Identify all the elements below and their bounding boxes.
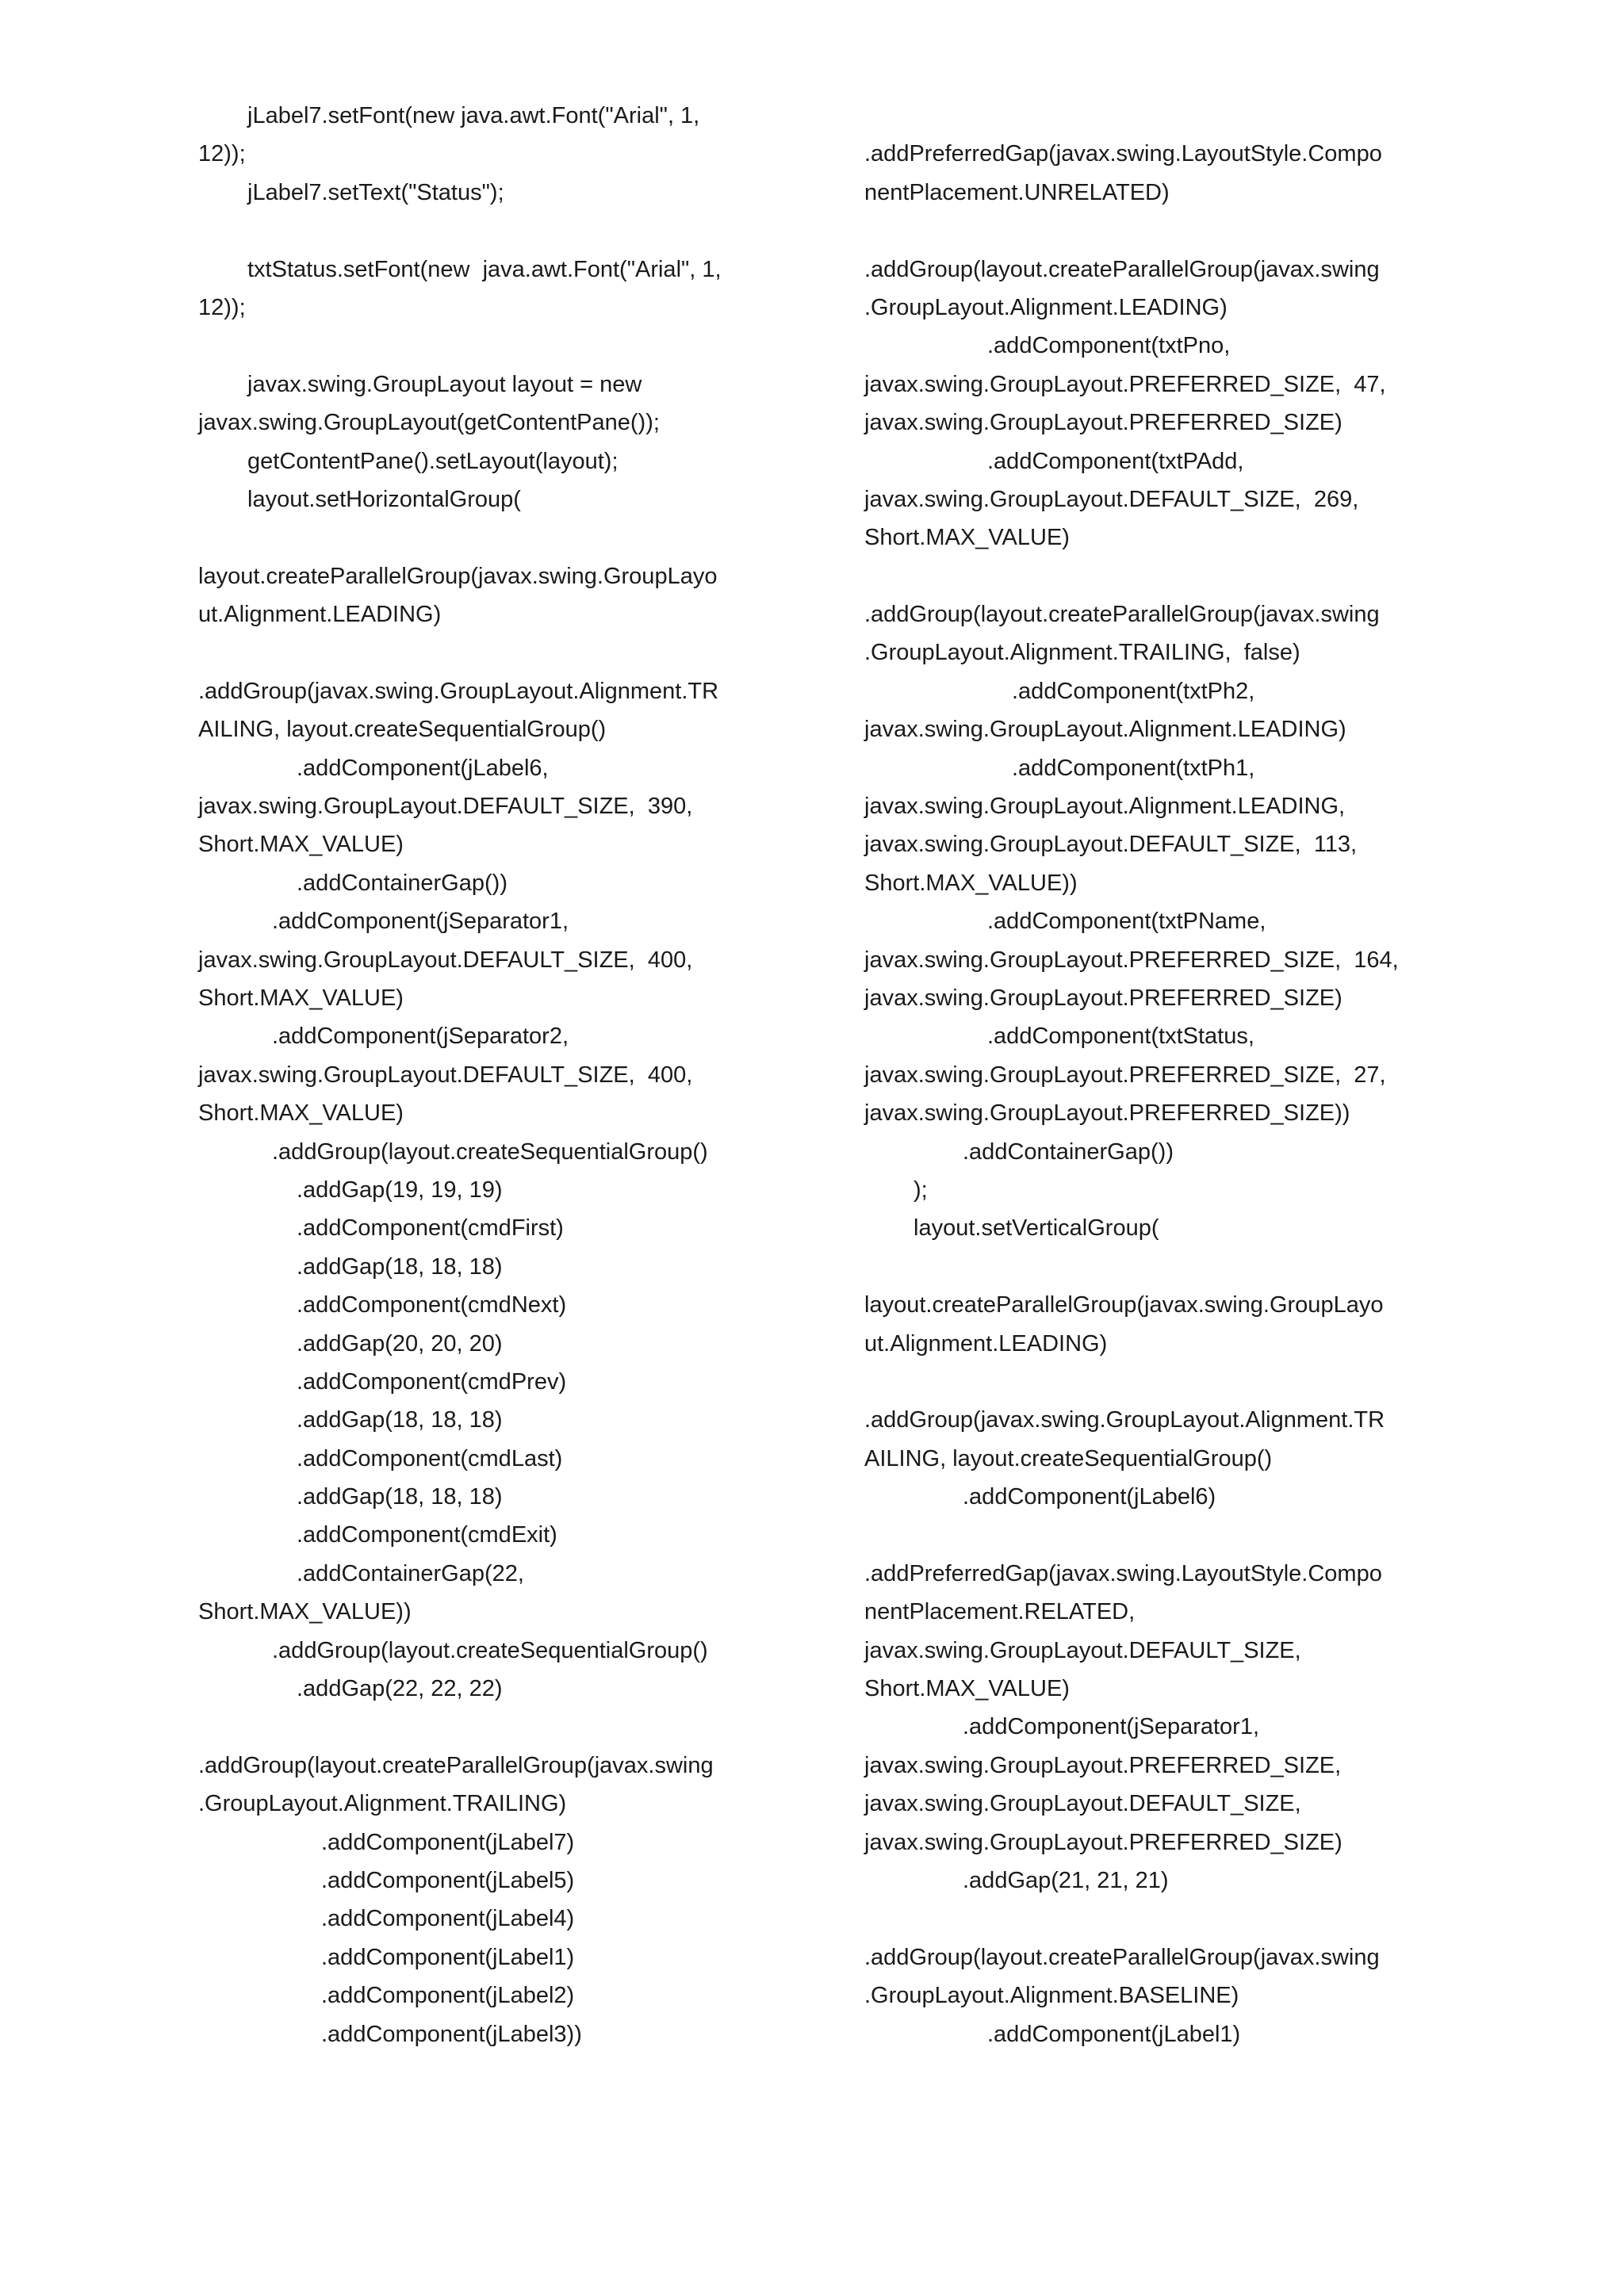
code-line: .addGroup(layout.createSequentialGroup()	[272, 1637, 708, 1663]
code-line	[198, 633, 789, 672]
code-line: .addComponent(jSeparator2,	[272, 1024, 569, 1050]
code-line	[864, 212, 1455, 250]
code-line: AILING, layout.createSequentialGroup()	[198, 717, 607, 743]
code-line: javax.swing.GroupLayout.PREFERRED_SIZE)	[864, 985, 1342, 1011]
code-line: .GroupLayout.Alignment.BASELINE)	[864, 1983, 1239, 2009]
code-line: javax.swing.GroupLayout.PREFERRED_SIZE, 47,	[864, 371, 1386, 397]
code-line: .addContainerGap())	[297, 870, 508, 896]
code-line: .addComponent(jSeparator1,	[963, 1714, 1260, 1740]
code-line: nentPlacement.UNRELATED)	[864, 179, 1170, 205]
code-line	[198, 1708, 789, 1746]
code-line: nentPlacement.RELATED,	[864, 1599, 1136, 1625]
code-line: .addComponent(txtPno,	[987, 333, 1231, 359]
code-line: layout.createParallelGroup(javax.swing.GroupLayo	[864, 1292, 1384, 1318]
code-line: javax.swing.GroupLayout.DEFAULT_SIZE, 269,	[864, 486, 1359, 512]
code-line: javax.swing.GroupLayout.Alignment.LEADING)	[864, 717, 1346, 743]
code-line: .addComponent(jLabel2)	[321, 1983, 575, 2009]
code-line: ut.Alignment.LEADING)	[198, 602, 442, 628]
code-line: .addGroup(layout.createParallelGroup(javax.swing	[864, 602, 1380, 628]
code-line	[864, 557, 1455, 595]
code-line: .addGap(18, 18, 18)	[297, 1253, 503, 1280]
code-line: 12));	[198, 294, 246, 320]
code-line: jLabel7.setText("Status");	[247, 179, 504, 205]
code-line: .addGap(21, 21, 21)	[963, 1867, 1169, 1893]
code-line: .addGroup(javax.swing.GroupLayout.Alignment.TR	[198, 678, 719, 704]
code-line: Short.MAX_VALUE))	[198, 1599, 412, 1625]
code-line: Short.MAX_VALUE)	[198, 985, 404, 1011]
code-line: Short.MAX_VALUE)	[864, 525, 1070, 551]
code-line	[864, 1900, 1455, 1938]
code-line: javax.swing.GroupLayout(getContentPane());	[198, 410, 660, 436]
code-line: javax.swing.GroupLayout.PREFERRED_SIZE))	[864, 1100, 1350, 1127]
code-line: Short.MAX_VALUE)	[198, 832, 404, 858]
code-line: .addComponent(jLabel3))	[321, 2021, 582, 2047]
code-line: .addComponent(jSeparator1,	[272, 909, 569, 935]
code-line: .addGroup(layout.createParallelGroup(javax.swing	[198, 1752, 714, 1778]
code-line: .addComponent(txtPName,	[987, 909, 1266, 935]
code-line: .addComponent(jLabel6,	[297, 755, 549, 781]
code-line: jLabel7.setFont(new java.awt.Font("Arial", 1,	[247, 103, 700, 128]
code-line: );	[914, 1177, 928, 1203]
code-line: .addGroup(layout.createParallelGroup(javax.swing	[864, 256, 1380, 282]
code-line: .addGroup(layout.createParallelGroup(javax.swing	[864, 1944, 1380, 1970]
code-line: .addComponent(jLabel4)	[321, 1906, 575, 1932]
code-line: layout.createParallelGroup(javax.swing.GroupLayo	[198, 563, 718, 589]
code-line: javax.swing.GroupLayout.PREFERRED_SIZE)	[864, 1829, 1342, 1855]
code-line: .addComponent(jLabel5)	[321, 1867, 575, 1893]
code-line	[198, 212, 789, 250]
code-line: layout.setHorizontalGroup(	[247, 486, 521, 512]
code-line: .addPreferredGap(javax.swing.LayoutStyle.Compo	[864, 1560, 1382, 1586]
code-line: .addComponent(cmdPrev)	[297, 1368, 567, 1395]
code-line: .addComponent(jLabel6)	[963, 1484, 1216, 1510]
code-line: javax.swing.GroupLayout.Alignment.LEADING,	[864, 794, 1346, 820]
code-line: txtStatus.setFont(new java.awt.Font("Arial", 1,	[247, 256, 722, 282]
code-line: Short.MAX_VALUE)	[198, 1100, 404, 1127]
code-line	[864, 97, 1455, 135]
code-line: .addGroup(layout.createSequentialGroup()	[272, 1138, 708, 1165]
code-line: javax.swing.GroupLayout.PREFERRED_SIZE,	[864, 1752, 1342, 1778]
code-line: .addComponent(cmdExit)	[297, 1522, 557, 1548]
code-line: javax.swing.GroupLayout.PREFERRED_SIZE)	[864, 410, 1342, 436]
code-line: .addContainerGap())	[963, 1138, 1174, 1165]
code-line: Short.MAX_VALUE))	[864, 870, 1078, 896]
code-line: .addComponent(cmdLast)	[297, 1445, 563, 1471]
code-line: .addComponent(cmdNext)	[297, 1292, 567, 1318]
code-line	[198, 519, 789, 557]
code-line: .addGap(18, 18, 18)	[297, 1407, 503, 1433]
code-line: .addGap(19, 19, 19)	[297, 1177, 503, 1203]
code-line	[198, 327, 789, 365]
code-line: .addGap(20, 20, 20)	[297, 1330, 503, 1357]
code-line: getContentPane().setLayout(layout);	[247, 448, 619, 474]
code-line: layout.setVerticalGroup(	[914, 1215, 1159, 1242]
code-line: .addComponent(jLabel1)	[987, 2021, 1241, 2047]
code-line: .addComponent(txtPAdd,	[987, 448, 1244, 474]
code-line: javax.swing.GroupLayout.DEFAULT_SIZE, 113,	[864, 832, 1358, 858]
code-line: .addComponent(jLabel1)	[321, 1944, 575, 1970]
code-line: .addComponent(txtStatus,	[987, 1024, 1254, 1050]
code-line	[864, 1516, 1455, 1554]
code-line: javax.swing.GroupLayout.DEFAULT_SIZE, 400,	[198, 947, 693, 973]
code-line: .addComponent(txtPh2,	[1012, 678, 1255, 704]
code-line: javax.swing.GroupLayout layout = new	[247, 371, 642, 397]
left-code-column	[198, 97, 789, 2053]
code-line: ut.Alignment.LEADING)	[864, 1330, 1108, 1357]
code-line: .addGap(22, 22, 22)	[297, 1676, 503, 1702]
code-line: javax.swing.GroupLayout.DEFAULT_SIZE, 390,	[198, 794, 693, 820]
code-line: .GroupLayout.Alignment.TRAILING, false)	[864, 640, 1300, 666]
code-line: .GroupLayout.Alignment.LEADING)	[864, 294, 1228, 320]
code-line: javax.swing.GroupLayout.PREFERRED_SIZE, 164,	[864, 947, 1399, 973]
code-line	[864, 1363, 1455, 1401]
code-line: .addComponent(jLabel7)	[321, 1829, 575, 1855]
code-line: javax.swing.GroupLayout.DEFAULT_SIZE,	[864, 1637, 1301, 1663]
code-line: .GroupLayout.Alignment.TRAILING)	[198, 1791, 567, 1817]
code-line: .addContainerGap(22,	[297, 1560, 524, 1586]
right-code-column	[864, 97, 1455, 2053]
code-line: .addComponent(cmdFirst)	[297, 1215, 564, 1242]
code-line: javax.swing.GroupLayout.PREFERRED_SIZE, 27,	[864, 1062, 1386, 1088]
code-line: .addPreferredGap(javax.swing.LayoutStyle.Compo	[864, 141, 1382, 167]
code-line: AILING, layout.createSequentialGroup()	[864, 1445, 1273, 1471]
code-line: Short.MAX_VALUE)	[864, 1676, 1070, 1702]
code-line: javax.swing.GroupLayout.DEFAULT_SIZE, 400,	[198, 1062, 693, 1088]
code-line: javax.swing.GroupLayout.DEFAULT_SIZE,	[864, 1791, 1301, 1817]
code-line: .addComponent(txtPh1,	[1012, 755, 1255, 781]
code-line	[864, 1248, 1455, 1286]
code-line: .addGroup(javax.swing.GroupLayout.Alignment.TR	[864, 1407, 1385, 1433]
code-line: .addGap(18, 18, 18)	[297, 1484, 503, 1510]
code-line: 12));	[198, 141, 246, 167]
